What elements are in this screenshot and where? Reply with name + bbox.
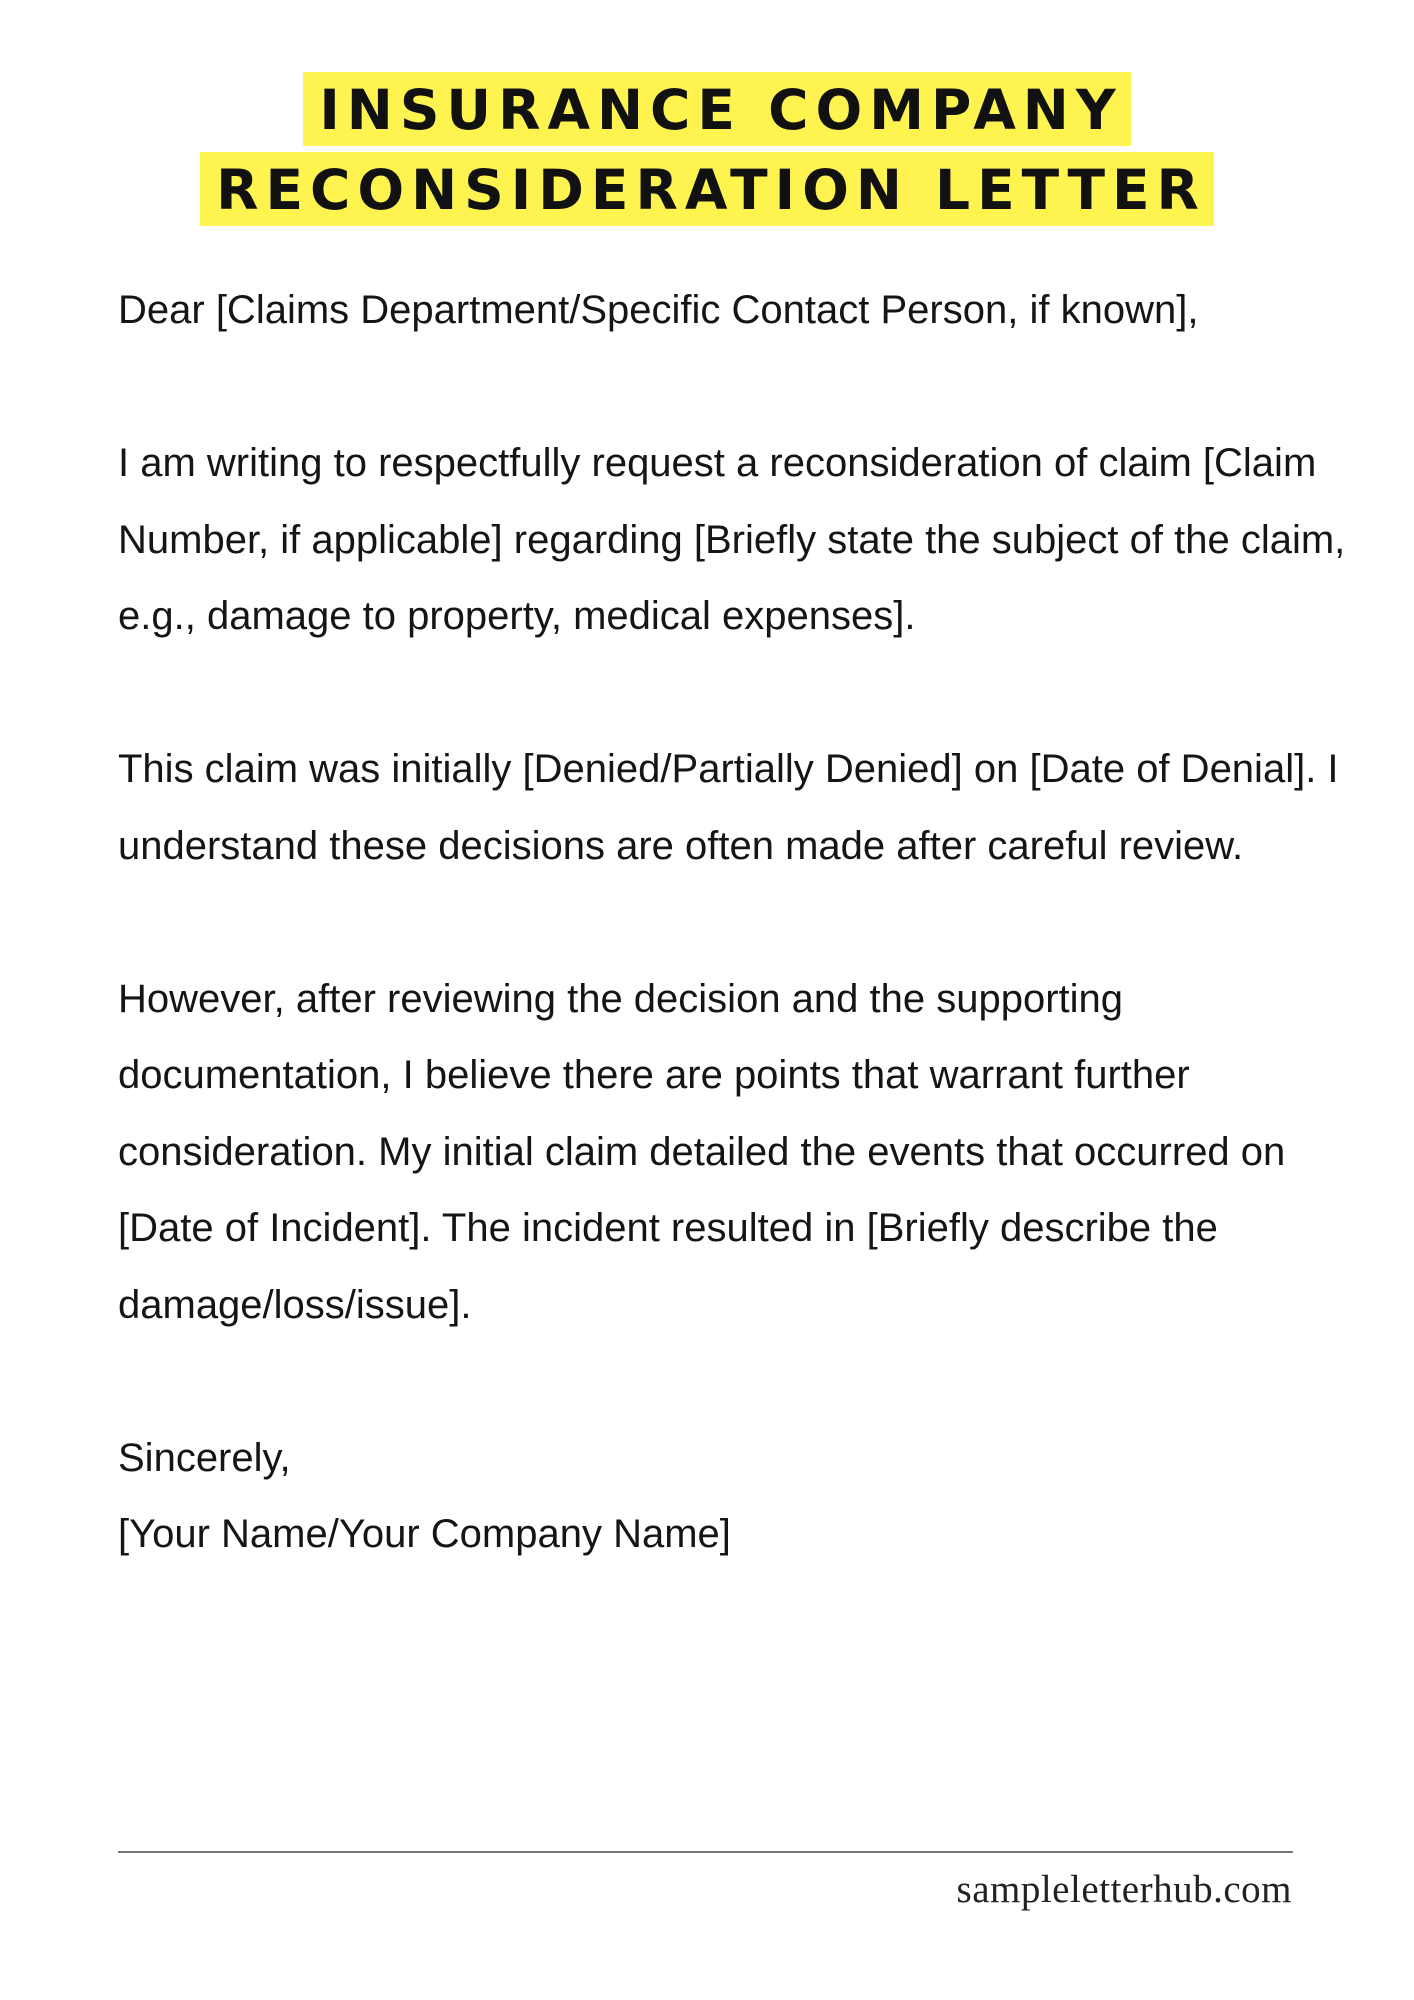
paragraph-denial: This claim was initially [Denied/Partially Denied] on [Date of Denial]. I understand these decisions are often made after careful review. [118,747,1339,868]
title-line-2: RECONSIDERATION LETTER [200,152,1214,226]
paragraph-request: I am writing to respectfully request a reconsideration of claim [Claim Number, if applicable] regarding [Briefly state the subject of the claim, e.g., damage to property, medical expenses]. [118,441,1346,638]
title-line-1: INSURANCE COMPANY [303,72,1130,146]
footer-divider [118,1851,1293,1853]
footer-website: sampleletterhub.com [956,1868,1292,1911]
salutation: Dear [Claims Department/Specific Contact Person, if known], [118,288,1199,332]
letter-title [0,72,1414,226]
letter-body [118,272,1358,1573]
paragraph-reasons: However, after reviewing the decision and the supporting documentation, I believe there are points that warrant further consideration. My initial claim detailed the events that occurred on [Date of Incident]. The incident resulted in [Briefly describe the damage/loss/issue]. [118,976,1286,1327]
closing: Sincerely, [118,1435,291,1480]
signature: [Your Name/Your Company Name] [118,1512,731,1556]
